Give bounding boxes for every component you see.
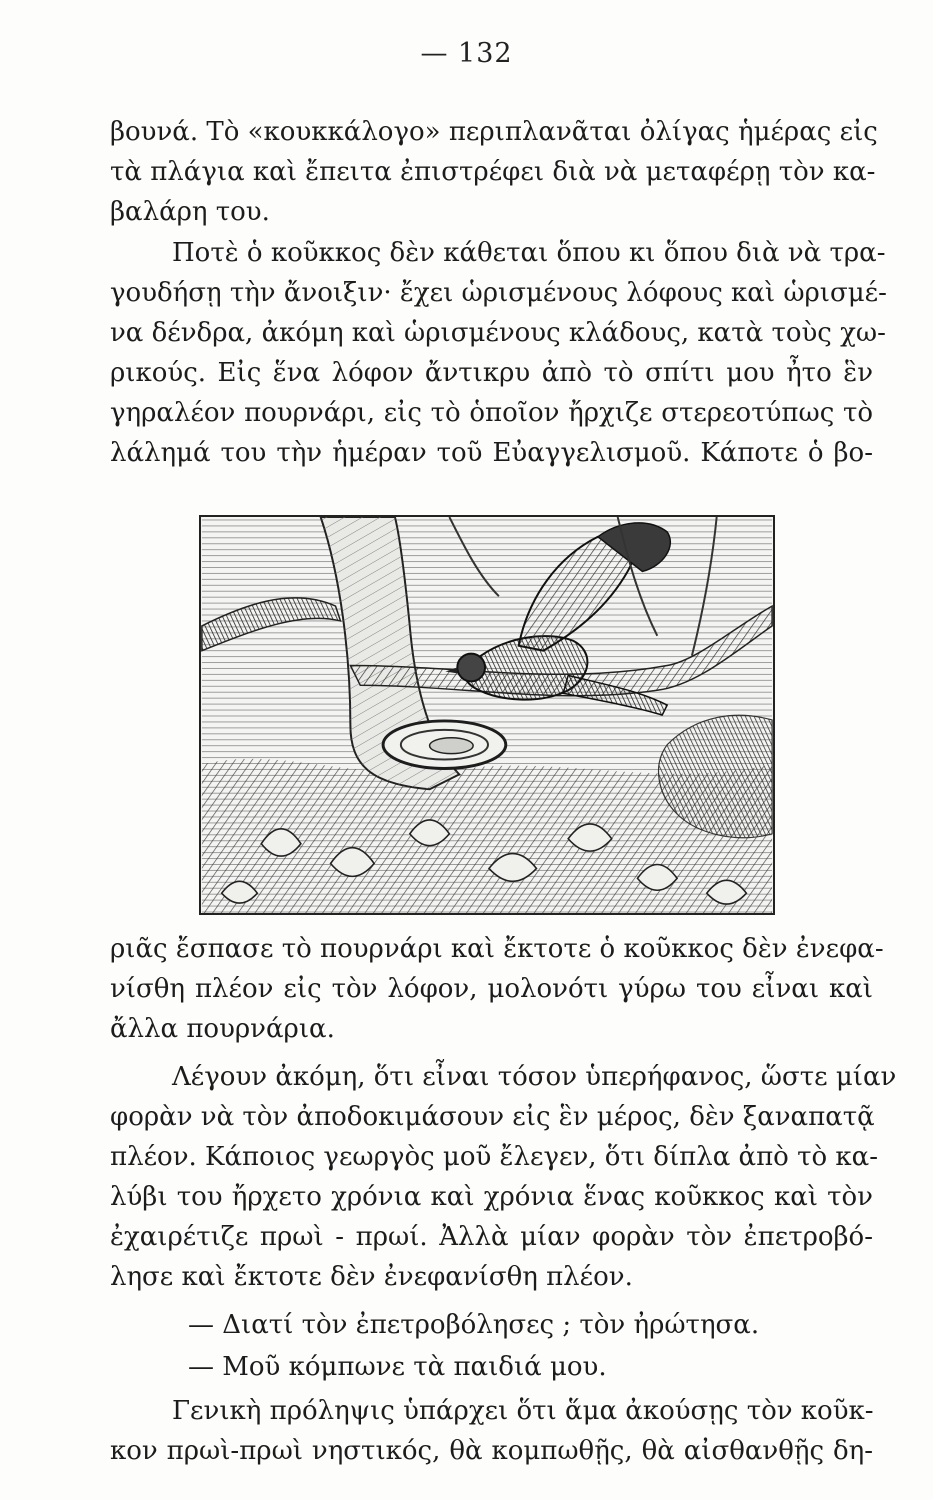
text-line: ριᾶς ἔσπασε τὸ πουρνάρι καὶ ἔκτοτε ὁ κοῦκκος δὲν ἐνεφα- <box>110 934 884 964</box>
text-line: γουδήσῃ τὴν ἄνοιξιν· ἔχει ὡρισμένους λόφους καὶ ὡρισμέ- <box>110 278 887 308</box>
text-line: κον πρωὶ-πρωὶ νηστικός, θὰ κομπωθῇς, θὰ αἰσθανθῇς δη- <box>110 1436 873 1466</box>
text-line: ρικούς. Εἰς ἕνα λόφον ἄντικρυ ἀπὸ τὸ σπίτι μου ἦτο ἓν <box>110 358 873 388</box>
text-line: να δένδρα, ἀκόμη καὶ ὡρισμένους κλάδους, κατὰ τοὺς χω- <box>110 318 886 348</box>
page-number: — 132 <box>420 38 513 69</box>
text-line: λάλημά του τὴν ἡμέραν τοῦ Εὐαγγελισμοῦ. Κάποτε ὁ βο- <box>110 438 873 468</box>
text-line: τὰ πλάγια καὶ ἔπειτα ἐπιστρέφει διὰ νὰ μεταφέρῃ τὸν κα- <box>110 157 876 187</box>
text-line: βουνά. Τὸ «κουκκάλογο» περιπλανᾶται ὀλίγας ἡμέρας εἰς <box>110 117 878 147</box>
text-line: ἐχαιρέτιζε πρωὶ - πρωί. Ἀλλὰ μίαν φορὰν τὸν ἐπετροβό- <box>110 1222 873 1252</box>
text-line: λησε καὶ ἔκτοτε δὲν ἐνεφανίσθη πλέον. <box>110 1262 633 1292</box>
text-line: λύβι του ἤρχετο χρόνια καὶ χρόνια ἕνας κοῦκκος καὶ τὸν <box>110 1182 873 1212</box>
text-line: Ποτὲ ὁ κοῦκκος δὲν κάθεται ὅπου κι ὅπου διὰ νὰ τρα- <box>172 238 886 268</box>
text-line: πλέον. Κάποιος γεωργὸς μοῦ ἔλεγεν, ὅτι δίπλα ἀπὸ τὸ κα- <box>110 1142 878 1172</box>
illustration-cuckoo-engraving <box>199 515 775 915</box>
text-line: βαλάρη του. <box>110 197 270 227</box>
dialogue-line: — Μοῦ κόμπωνε τὰ παιδιά μου. <box>188 1352 607 1382</box>
dialogue-line: — Διατί τὸν ἐπετροβόλησες ; τὸν ἠρώτησα. <box>188 1310 760 1340</box>
engraving-image <box>201 517 773 913</box>
text-line: Γενικὴ πρόληψις ὑπάρχει ὅτι ἅμα ἀκούσῃς τὸν κοῦκ- <box>172 1396 874 1426</box>
text-line: Λέγουν ἀκόμη, ὅτι εἶναι τόσον ὑπερήφανος, ὥστε μίαν <box>172 1062 897 1092</box>
text-line: ἄλλα πουρνάρια. <box>110 1014 335 1044</box>
text-line: νίσθη πλέον εἰς τὸν λόφον, μολονότι γύρω του εἶναι καὶ <box>110 974 873 1004</box>
text-line: φορὰν νὰ τὸν ἀποδοκιμάσουν εἰς ἓν μέρος, δὲν ξαναπατᾷ <box>110 1102 875 1132</box>
text-line: γηραλέον πουρνάρι, εἰς τὸ ὁποῖον ἤρχιζε στερεοτύπως τὸ <box>110 398 873 428</box>
